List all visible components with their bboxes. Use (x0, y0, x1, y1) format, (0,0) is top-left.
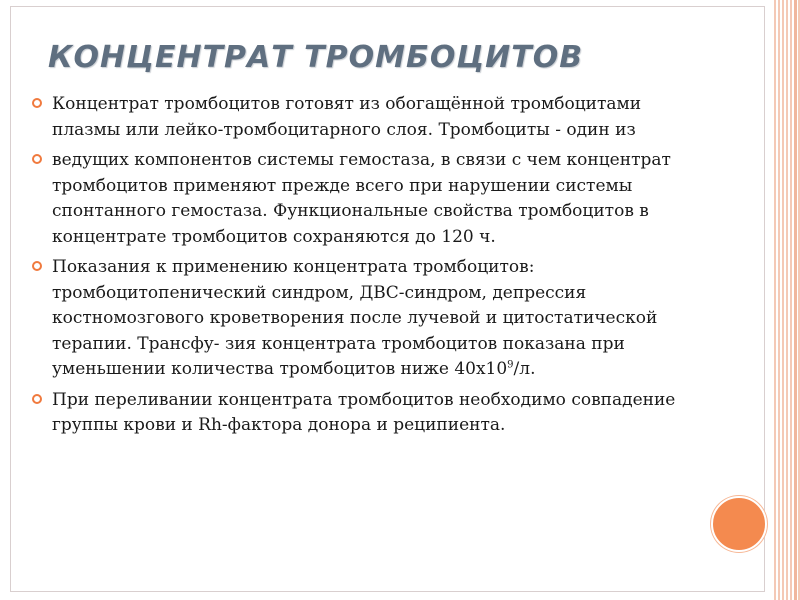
bullet-item (32, 255, 712, 383)
bullet-circle-icon (32, 98, 42, 108)
bullet-text: Показания к применению концентрата тромбоцитов: тромбоцитопенический синдром, ДВС-синдром, депрессия костномозгового кроветворения после лучевой и цитостатической терапии. Трансфу- зия концентрата тромбоцитов показана при уменьшении количества тромбоцитов ниже 40х10 (52, 257, 658, 379)
bullet-text-end: /л. (513, 359, 536, 379)
bullet-text: Концентрат тромбоцитов готовят из обогащённой тромбоцитами плазмы или лейко-тромбоцитарного слоя. Тромбоциты - один из (52, 94, 642, 140)
bullet-item (32, 388, 712, 439)
decorative-right-stripe (774, 0, 800, 600)
decorative-orange-circle (711, 496, 767, 552)
bullet-item (32, 92, 712, 143)
bullet-circle-icon (32, 154, 42, 164)
bullet-superscript: 9 (507, 359, 514, 371)
bullet-circle-icon (32, 261, 42, 271)
bullet-text: При переливании концентрата тромбоцитов необходимо совпадение группы крови и Rh-фактора донора и реципиента. (52, 389, 676, 435)
bullet-circle-icon (32, 394, 42, 404)
bullet-item (32, 148, 712, 250)
bullet-list (32, 92, 712, 444)
bullet-text: ведущих компонентов системы гемостаза, в связи с чем концентрат тромбоцитов применяют прежде всего при нарушении системы спонтанного гемостаза. Функциональные свойства тромбоцитов в концентрате тромбоцитов сохраняются до 120 ч. (52, 150, 671, 247)
decorative-stripe-line (794, 0, 797, 600)
slide-title: КОНЦЕНТРАТ ТРОМБОЦИТОВ (48, 40, 584, 75)
